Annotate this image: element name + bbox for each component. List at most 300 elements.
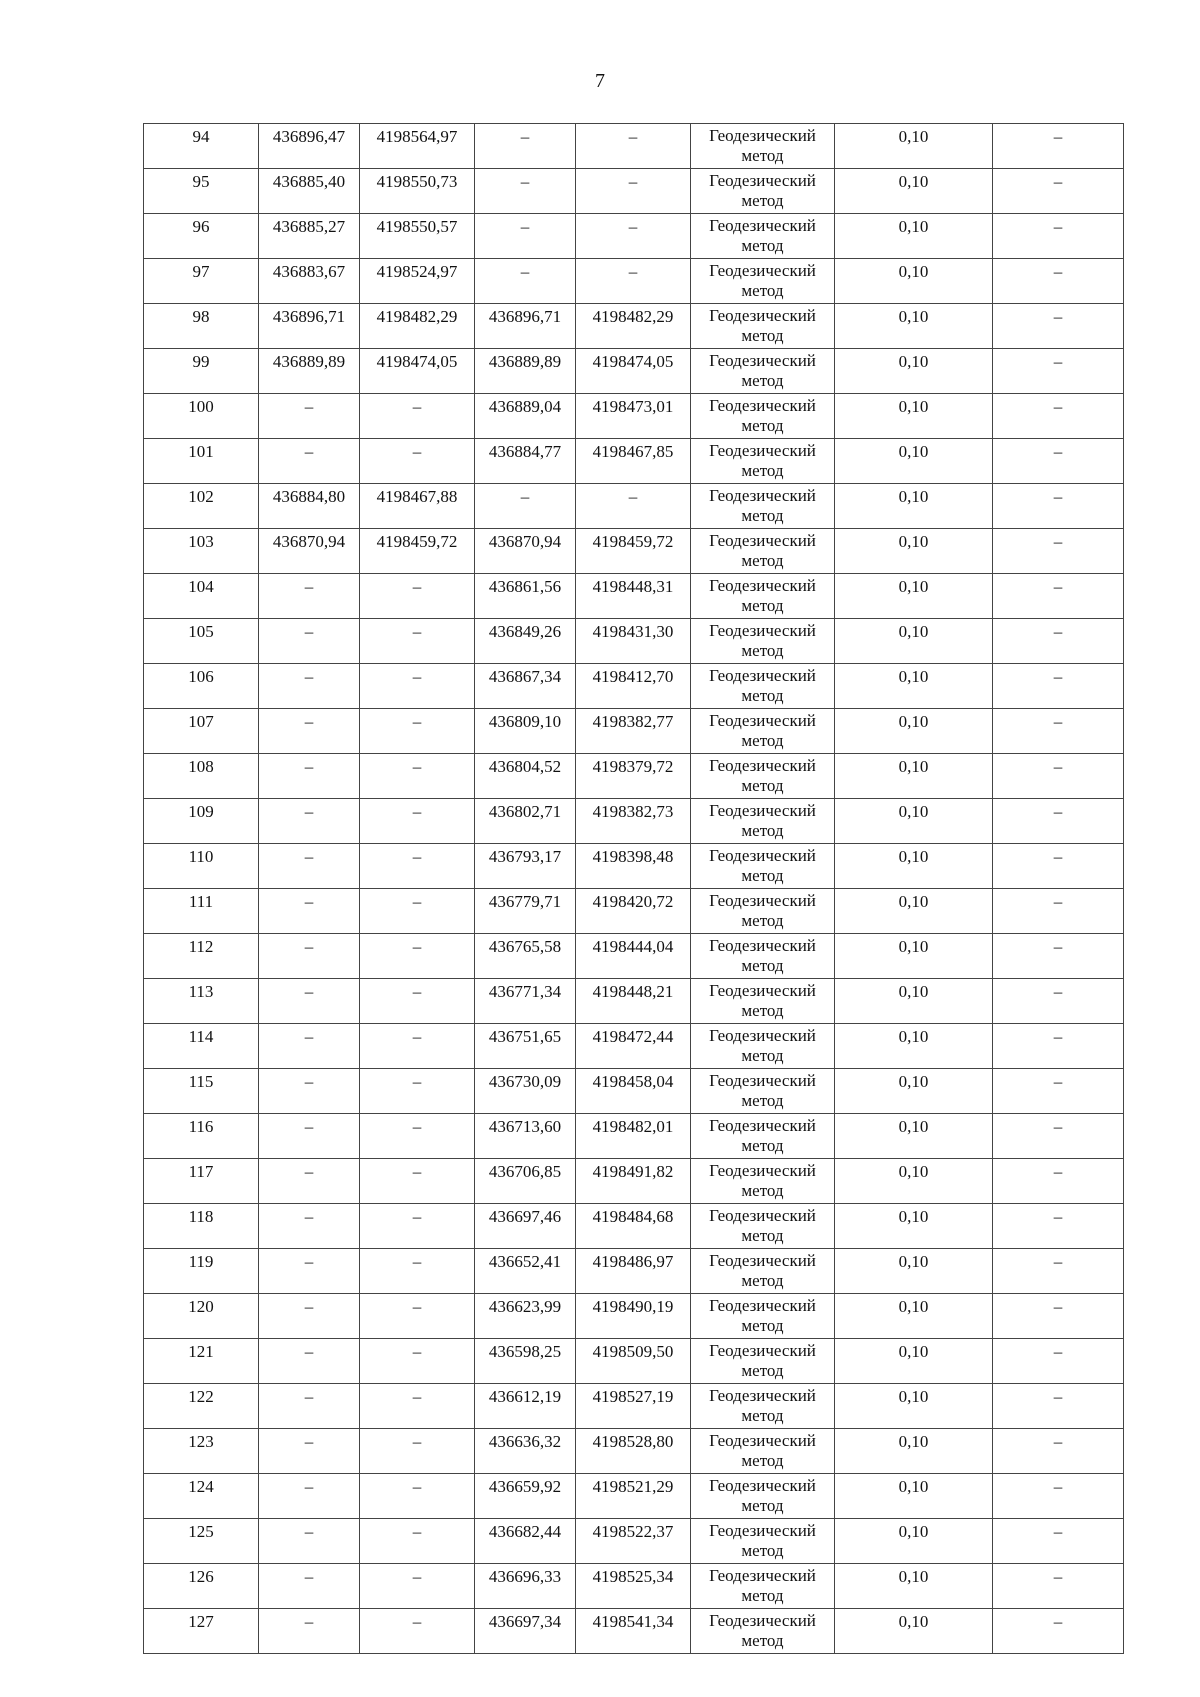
description-cell: –	[993, 394, 1124, 439]
point-number-cell: 94	[144, 124, 259, 169]
point-number-cell: 125	[144, 1519, 259, 1564]
table-row	[144, 1384, 1124, 1429]
x-refined-cell: 436598,25	[475, 1339, 576, 1384]
description-cell: –	[993, 1384, 1124, 1429]
method-cell: Геодезический метод	[691, 1519, 835, 1564]
accuracy-cell: 0,10	[835, 304, 993, 349]
accuracy-cell: 0,10	[835, 844, 993, 889]
method-cell: Геодезический метод	[691, 1339, 835, 1384]
x-refined-cell: 436612,19	[475, 1384, 576, 1429]
accuracy-cell: 0,10	[835, 1024, 993, 1069]
table-row	[144, 1429, 1124, 1474]
x-refined-cell: 436849,26	[475, 619, 576, 664]
x-existing-cell: –	[259, 1024, 360, 1069]
table-row	[144, 664, 1124, 709]
table-row	[144, 1159, 1124, 1204]
table-row	[144, 889, 1124, 934]
accuracy-cell: 0,10	[835, 484, 993, 529]
x-refined-cell: 436706,85	[475, 1159, 576, 1204]
y-refined-cell: 4198525,34	[576, 1564, 691, 1609]
x-existing-cell: –	[259, 394, 360, 439]
y-existing-cell: 4198564,97	[360, 124, 475, 169]
y-existing-cell: –	[360, 1249, 475, 1294]
point-number-cell: 122	[144, 1384, 259, 1429]
table-row	[144, 574, 1124, 619]
y-existing-cell: –	[360, 1609, 475, 1654]
table-row	[144, 709, 1124, 754]
accuracy-cell: 0,10	[835, 664, 993, 709]
x-existing-cell: –	[259, 439, 360, 484]
x-existing-cell: –	[259, 1609, 360, 1654]
description-cell: –	[993, 484, 1124, 529]
x-existing-cell: –	[259, 889, 360, 934]
x-existing-cell: –	[259, 934, 360, 979]
point-number-cell: 114	[144, 1024, 259, 1069]
x-existing-cell: –	[259, 709, 360, 754]
method-cell: Геодезический метод	[691, 1429, 835, 1474]
point-number-cell: 103	[144, 529, 259, 574]
description-cell: –	[993, 1069, 1124, 1114]
method-cell: Геодезический метод	[691, 934, 835, 979]
x-refined-cell: –	[475, 169, 576, 214]
method-cell: Геодезический метод	[691, 1609, 835, 1654]
point-number-cell: 101	[144, 439, 259, 484]
y-existing-cell: –	[360, 1204, 475, 1249]
x-existing-cell: 436870,94	[259, 529, 360, 574]
method-cell: Геодезический метод	[691, 1249, 835, 1294]
accuracy-cell: 0,10	[835, 529, 993, 574]
description-cell: –	[993, 1159, 1124, 1204]
method-cell: Геодезический метод	[691, 574, 835, 619]
table-row	[144, 169, 1124, 214]
y-refined-cell: 4198459,72	[576, 529, 691, 574]
x-refined-cell: 436771,34	[475, 979, 576, 1024]
x-existing-cell: –	[259, 1294, 360, 1339]
accuracy-cell: 0,10	[835, 1339, 993, 1384]
y-existing-cell: –	[360, 1294, 475, 1339]
method-cell: Геодезический метод	[691, 844, 835, 889]
accuracy-cell: 0,10	[835, 1564, 993, 1609]
accuracy-cell: 0,10	[835, 1204, 993, 1249]
point-number-cell: 100	[144, 394, 259, 439]
x-existing-cell: –	[259, 664, 360, 709]
method-cell: Геодезический метод	[691, 349, 835, 394]
accuracy-cell: 0,10	[835, 1519, 993, 1564]
x-refined-cell: 436713,60	[475, 1114, 576, 1159]
description-cell: –	[993, 259, 1124, 304]
table-row	[144, 844, 1124, 889]
point-number-cell: 108	[144, 754, 259, 799]
x-refined-cell: 436793,17	[475, 844, 576, 889]
y-refined-cell: 4198482,01	[576, 1114, 691, 1159]
accuracy-cell: 0,10	[835, 169, 993, 214]
x-refined-cell: 436779,71	[475, 889, 576, 934]
point-number-cell: 104	[144, 574, 259, 619]
table-row	[144, 979, 1124, 1024]
x-refined-cell: 436636,32	[475, 1429, 576, 1474]
table-row	[144, 394, 1124, 439]
x-refined-cell: 436861,56	[475, 574, 576, 619]
y-refined-cell: 4198379,72	[576, 754, 691, 799]
y-existing-cell: 4198459,72	[360, 529, 475, 574]
point-number-cell: 97	[144, 259, 259, 304]
table-row	[144, 754, 1124, 799]
table-row	[144, 214, 1124, 259]
y-refined-cell: 4198474,05	[576, 349, 691, 394]
accuracy-cell: 0,10	[835, 709, 993, 754]
y-existing-cell: –	[360, 979, 475, 1024]
method-cell: Геодезический метод	[691, 619, 835, 664]
page-number: 7	[595, 70, 605, 92]
method-cell: Геодезический метод	[691, 1069, 835, 1114]
x-existing-cell: –	[259, 1519, 360, 1564]
y-existing-cell: –	[360, 394, 475, 439]
y-refined-cell: 4198521,29	[576, 1474, 691, 1519]
point-number-cell: 105	[144, 619, 259, 664]
method-cell: Геодезический метод	[691, 889, 835, 934]
description-cell: –	[993, 214, 1124, 259]
method-cell: Геодезический метод	[691, 1024, 835, 1069]
point-number-cell: 123	[144, 1429, 259, 1474]
description-cell: –	[993, 1519, 1124, 1564]
y-refined-cell: 4198491,82	[576, 1159, 691, 1204]
description-cell: –	[993, 889, 1124, 934]
accuracy-cell: 0,10	[835, 979, 993, 1024]
x-existing-cell: 436885,40	[259, 169, 360, 214]
description-cell: –	[993, 1024, 1124, 1069]
y-existing-cell: –	[360, 1114, 475, 1159]
y-refined-cell: 4198473,01	[576, 394, 691, 439]
table-row	[144, 799, 1124, 844]
y-existing-cell: 4198524,97	[360, 259, 475, 304]
description-cell: –	[993, 349, 1124, 394]
point-number-cell: 119	[144, 1249, 259, 1294]
x-refined-cell: 436889,89	[475, 349, 576, 394]
y-existing-cell: –	[360, 1069, 475, 1114]
y-refined-cell: 4198541,34	[576, 1609, 691, 1654]
x-refined-cell: 436870,94	[475, 529, 576, 574]
point-number-cell: 106	[144, 664, 259, 709]
point-number-cell: 107	[144, 709, 259, 754]
y-refined-cell: 4198472,44	[576, 1024, 691, 1069]
point-number-cell: 111	[144, 889, 259, 934]
accuracy-cell: 0,10	[835, 394, 993, 439]
x-existing-cell: –	[259, 979, 360, 1024]
description-cell: –	[993, 574, 1124, 619]
method-cell: Геодезический метод	[691, 1159, 835, 1204]
accuracy-cell: 0,10	[835, 1474, 993, 1519]
point-number-cell: 109	[144, 799, 259, 844]
accuracy-cell: 0,10	[835, 619, 993, 664]
y-existing-cell: –	[360, 709, 475, 754]
point-number-cell: 120	[144, 1294, 259, 1339]
description-cell: –	[993, 1249, 1124, 1294]
x-existing-cell: –	[259, 1564, 360, 1609]
x-existing-cell: –	[259, 1069, 360, 1114]
y-existing-cell: –	[360, 1474, 475, 1519]
table-row	[144, 304, 1124, 349]
x-refined-cell: 436623,99	[475, 1294, 576, 1339]
y-existing-cell: –	[360, 619, 475, 664]
accuracy-cell: 0,10	[835, 574, 993, 619]
x-refined-cell: 436802,71	[475, 799, 576, 844]
x-refined-cell: –	[475, 214, 576, 259]
method-cell: Геодезический метод	[691, 439, 835, 484]
x-existing-cell: –	[259, 1384, 360, 1429]
y-existing-cell: –	[360, 889, 475, 934]
description-cell: –	[993, 439, 1124, 484]
y-existing-cell: –	[360, 1519, 475, 1564]
point-number-cell: 124	[144, 1474, 259, 1519]
x-refined-cell: 436730,09	[475, 1069, 576, 1114]
method-cell: Геодезический метод	[691, 124, 835, 169]
table-row	[144, 1204, 1124, 1249]
method-cell: Геодезический метод	[691, 259, 835, 304]
x-existing-cell: –	[259, 574, 360, 619]
x-refined-cell: 436884,77	[475, 439, 576, 484]
accuracy-cell: 0,10	[835, 1609, 993, 1654]
point-number-cell: 118	[144, 1204, 259, 1249]
point-number-cell: 127	[144, 1609, 259, 1654]
y-existing-cell: 4198550,57	[360, 214, 475, 259]
accuracy-cell: 0,10	[835, 889, 993, 934]
x-existing-cell: 436883,67	[259, 259, 360, 304]
description-cell: –	[993, 304, 1124, 349]
y-existing-cell: –	[360, 439, 475, 484]
accuracy-cell: 0,10	[835, 1294, 993, 1339]
x-refined-cell: 436751,65	[475, 1024, 576, 1069]
description-cell: –	[993, 979, 1124, 1024]
accuracy-cell: 0,10	[835, 214, 993, 259]
y-refined-cell: 4198484,68	[576, 1204, 691, 1249]
x-refined-cell: 436867,34	[475, 664, 576, 709]
x-existing-cell: –	[259, 1204, 360, 1249]
y-existing-cell: 4198474,05	[360, 349, 475, 394]
accuracy-cell: 0,10	[835, 124, 993, 169]
y-existing-cell: 4198482,29	[360, 304, 475, 349]
x-existing-cell: 436884,80	[259, 484, 360, 529]
method-cell: Геодезический метод	[691, 709, 835, 754]
description-cell: –	[993, 799, 1124, 844]
accuracy-cell: 0,10	[835, 1159, 993, 1204]
method-cell: Геодезический метод	[691, 529, 835, 574]
x-refined-cell: –	[475, 484, 576, 529]
point-number-cell: 126	[144, 1564, 259, 1609]
description-cell: –	[993, 1564, 1124, 1609]
y-existing-cell: –	[360, 934, 475, 979]
point-number-cell: 115	[144, 1069, 259, 1114]
y-refined-cell: 4198398,48	[576, 844, 691, 889]
y-refined-cell: 4198448,21	[576, 979, 691, 1024]
x-refined-cell: 436896,71	[475, 304, 576, 349]
x-existing-cell: –	[259, 1159, 360, 1204]
accuracy-cell: 0,10	[835, 799, 993, 844]
x-existing-cell: –	[259, 619, 360, 664]
method-cell: Геодезический метод	[691, 169, 835, 214]
point-number-cell: 96	[144, 214, 259, 259]
description-cell: –	[993, 1429, 1124, 1474]
table-row	[144, 1474, 1124, 1519]
description-cell: –	[993, 529, 1124, 574]
table-row	[144, 124, 1124, 169]
description-cell: –	[993, 844, 1124, 889]
table-row	[144, 1024, 1124, 1069]
y-refined-cell: 4198490,19	[576, 1294, 691, 1339]
y-refined-cell: 4198444,04	[576, 934, 691, 979]
table-row	[144, 1249, 1124, 1294]
x-refined-cell: 436697,46	[475, 1204, 576, 1249]
y-existing-cell: –	[360, 664, 475, 709]
method-cell: Геодезический метод	[691, 754, 835, 799]
x-existing-cell: –	[259, 1474, 360, 1519]
y-existing-cell: –	[360, 1159, 475, 1204]
y-existing-cell: 4198550,73	[360, 169, 475, 214]
x-refined-cell: 436889,04	[475, 394, 576, 439]
description-cell: –	[993, 934, 1124, 979]
x-refined-cell: 436765,58	[475, 934, 576, 979]
x-existing-cell: –	[259, 1114, 360, 1159]
description-cell: –	[993, 1339, 1124, 1384]
point-number-cell: 102	[144, 484, 259, 529]
accuracy-cell: 0,10	[835, 934, 993, 979]
table-row	[144, 484, 1124, 529]
description-cell: –	[993, 754, 1124, 799]
accuracy-cell: 0,10	[835, 259, 993, 304]
table-row	[144, 439, 1124, 484]
point-number-cell: 112	[144, 934, 259, 979]
y-existing-cell: –	[360, 1339, 475, 1384]
table-row	[144, 529, 1124, 574]
y-refined-cell: 4198412,70	[576, 664, 691, 709]
table-row	[144, 934, 1124, 979]
y-refined-cell: –	[576, 214, 691, 259]
method-cell: Геодезический метод	[691, 394, 835, 439]
accuracy-cell: 0,10	[835, 1429, 993, 1474]
description-cell: –	[993, 1294, 1124, 1339]
y-existing-cell: –	[360, 574, 475, 619]
point-number-cell: 117	[144, 1159, 259, 1204]
table-row	[144, 1069, 1124, 1114]
description-cell: –	[993, 1474, 1124, 1519]
x-refined-cell: 436696,33	[475, 1564, 576, 1609]
description-cell: –	[993, 1609, 1124, 1654]
y-refined-cell: 4198458,04	[576, 1069, 691, 1114]
y-refined-cell: 4198382,73	[576, 799, 691, 844]
x-existing-cell: –	[259, 1429, 360, 1474]
accuracy-cell: 0,10	[835, 1384, 993, 1429]
method-cell: Геодезический метод	[691, 1294, 835, 1339]
description-cell: –	[993, 1204, 1124, 1249]
coordinates-table	[143, 123, 1124, 1654]
y-refined-cell: –	[576, 259, 691, 304]
table-row	[144, 259, 1124, 304]
method-cell: Геодезический метод	[691, 1564, 835, 1609]
x-existing-cell: –	[259, 754, 360, 799]
y-existing-cell: –	[360, 1024, 475, 1069]
method-cell: Геодезический метод	[691, 979, 835, 1024]
y-refined-cell: 4198509,50	[576, 1339, 691, 1384]
description-cell: –	[993, 709, 1124, 754]
y-existing-cell: –	[360, 1564, 475, 1609]
method-cell: Геодезический метод	[691, 799, 835, 844]
point-number-cell: 113	[144, 979, 259, 1024]
y-existing-cell: 4198467,88	[360, 484, 475, 529]
description-cell: –	[993, 619, 1124, 664]
point-number-cell: 95	[144, 169, 259, 214]
y-existing-cell: –	[360, 1384, 475, 1429]
x-existing-cell: 436889,89	[259, 349, 360, 394]
y-existing-cell: –	[360, 799, 475, 844]
x-existing-cell: 436896,71	[259, 304, 360, 349]
y-refined-cell: –	[576, 484, 691, 529]
accuracy-cell: 0,10	[835, 1114, 993, 1159]
description-cell: –	[993, 1114, 1124, 1159]
table-row	[144, 1609, 1124, 1654]
table-row	[144, 1564, 1124, 1609]
point-number-cell: 98	[144, 304, 259, 349]
accuracy-cell: 0,10	[835, 1069, 993, 1114]
method-cell: Геодезический метод	[691, 664, 835, 709]
method-cell: Геодезический метод	[691, 1384, 835, 1429]
y-refined-cell: 4198448,31	[576, 574, 691, 619]
method-cell: Геодезический метод	[691, 214, 835, 259]
y-refined-cell: 4198467,85	[576, 439, 691, 484]
description-cell: –	[993, 124, 1124, 169]
x-refined-cell: 436804,52	[475, 754, 576, 799]
x-existing-cell: –	[259, 1249, 360, 1294]
method-cell: Геодезический метод	[691, 1204, 835, 1249]
method-cell: Геодезический метод	[691, 304, 835, 349]
table-row	[144, 1519, 1124, 1564]
method-cell: Геодезический метод	[691, 484, 835, 529]
point-number-cell: 121	[144, 1339, 259, 1384]
y-refined-cell: 4198528,80	[576, 1429, 691, 1474]
y-refined-cell: 4198486,97	[576, 1249, 691, 1294]
point-number-cell: 110	[144, 844, 259, 889]
x-existing-cell: 436885,27	[259, 214, 360, 259]
x-refined-cell: –	[475, 259, 576, 304]
x-refined-cell: 436809,10	[475, 709, 576, 754]
accuracy-cell: 0,10	[835, 439, 993, 484]
x-refined-cell: 436652,41	[475, 1249, 576, 1294]
x-existing-cell: 436896,47	[259, 124, 360, 169]
x-refined-cell: –	[475, 124, 576, 169]
x-existing-cell: –	[259, 844, 360, 889]
y-existing-cell: –	[360, 1429, 475, 1474]
table-row	[144, 619, 1124, 664]
y-refined-cell: –	[576, 169, 691, 214]
y-existing-cell: –	[360, 754, 475, 799]
x-refined-cell: 436659,92	[475, 1474, 576, 1519]
x-refined-cell: 436682,44	[475, 1519, 576, 1564]
y-refined-cell: 4198382,77	[576, 709, 691, 754]
y-refined-cell: 4198420,72	[576, 889, 691, 934]
accuracy-cell: 0,10	[835, 349, 993, 394]
method-cell: Геодезический метод	[691, 1474, 835, 1519]
description-cell: –	[993, 664, 1124, 709]
y-refined-cell: 4198527,19	[576, 1384, 691, 1429]
accuracy-cell: 0,10	[835, 1249, 993, 1294]
y-refined-cell: 4198482,29	[576, 304, 691, 349]
x-existing-cell: –	[259, 799, 360, 844]
y-refined-cell: –	[576, 124, 691, 169]
description-cell: –	[993, 169, 1124, 214]
table-row	[144, 1114, 1124, 1159]
point-number-cell: 99	[144, 349, 259, 394]
table-row	[144, 349, 1124, 394]
y-refined-cell: 4198431,30	[576, 619, 691, 664]
method-cell: Геодезический метод	[691, 1114, 835, 1159]
